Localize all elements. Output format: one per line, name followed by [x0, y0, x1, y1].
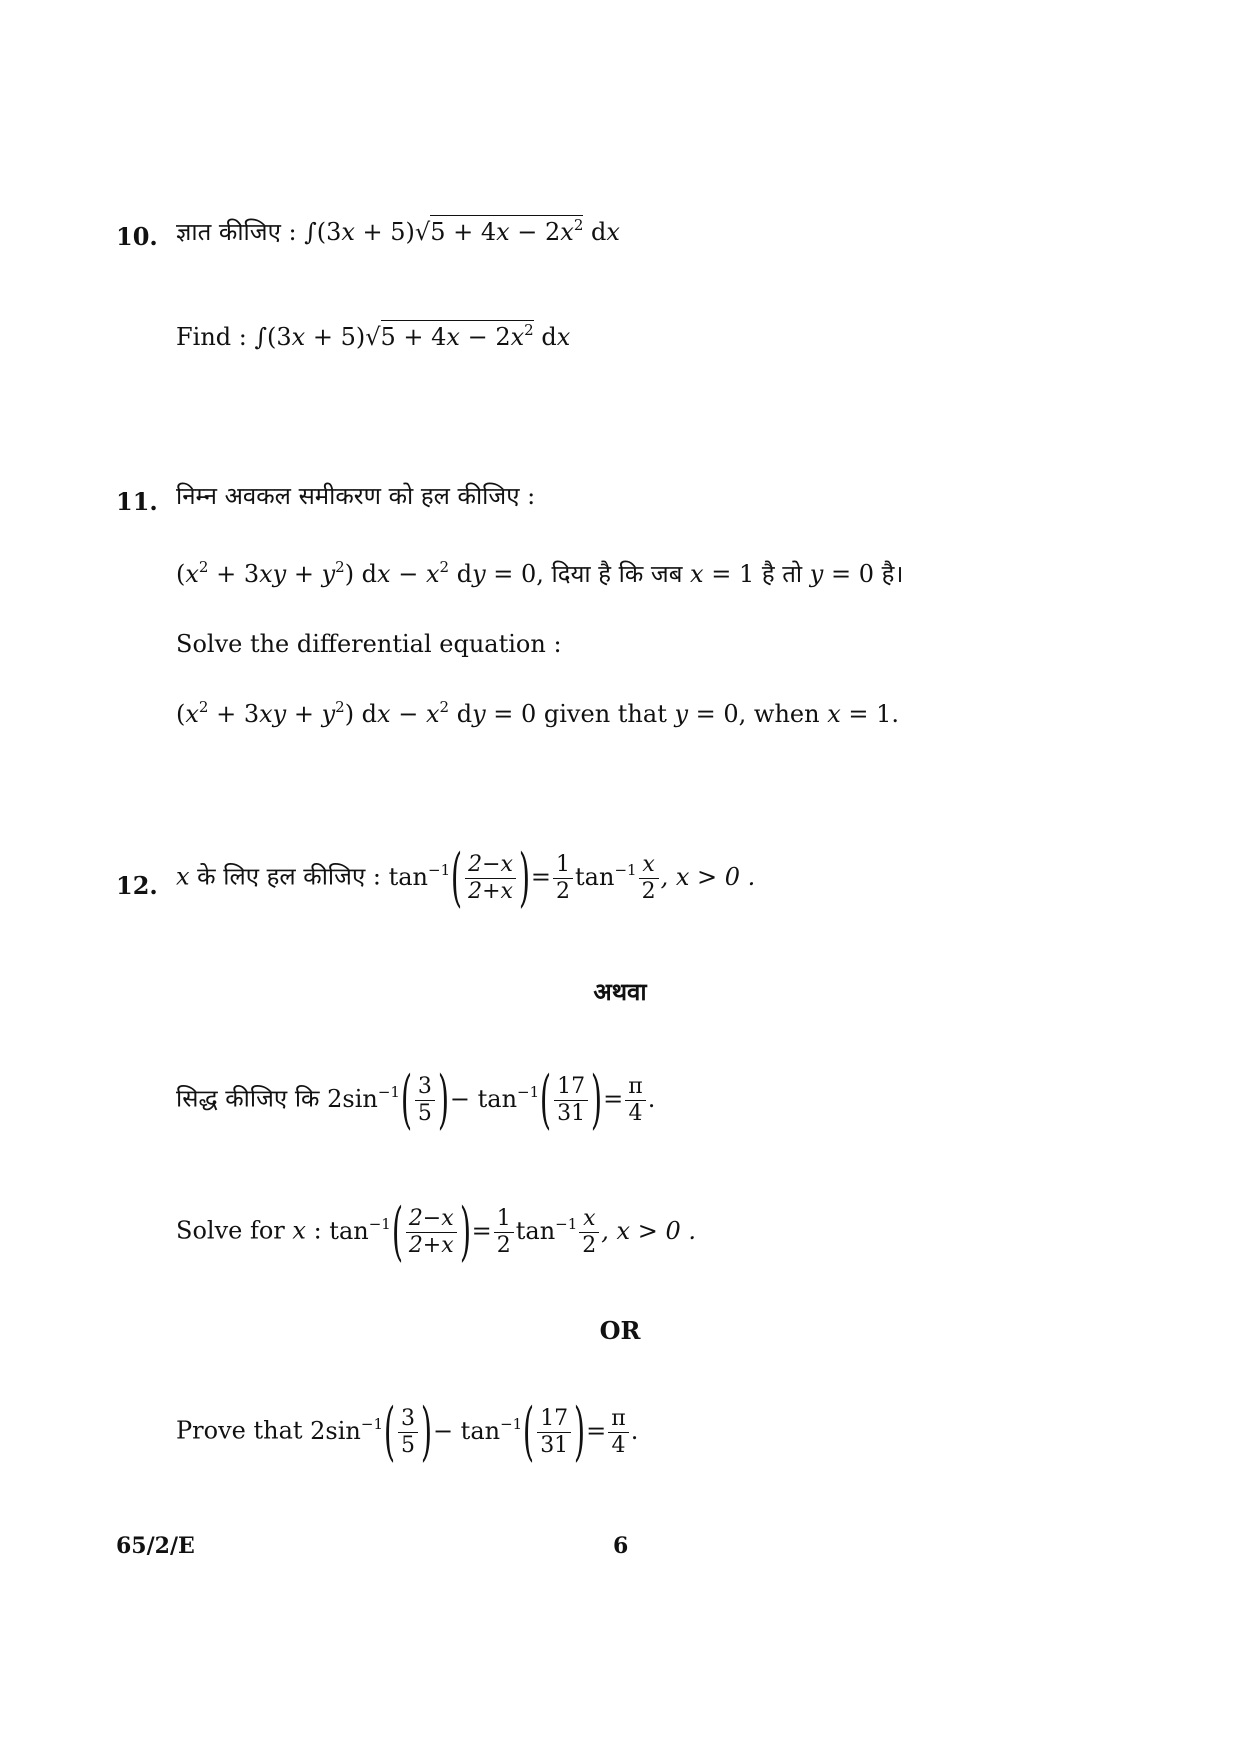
exponent: 2	[439, 558, 450, 576]
eq-plus1: + 3	[208, 560, 260, 588]
hindi-cond-c: है।	[873, 560, 904, 588]
question-number-11: 11.	[116, 487, 158, 516]
inverse-exp: −1	[500, 1414, 523, 1433]
prove-english-prompt: Prove that	[176, 1416, 303, 1445]
q12-english-prompt-b: :	[305, 1216, 322, 1245]
paren-close: )	[420, 1395, 433, 1469]
fraction	[398, 1406, 418, 1458]
eq-zero: = 0	[485, 560, 537, 588]
paren-open: (	[540, 1063, 552, 1137]
minus-tan: − tan	[432, 1416, 501, 1445]
fraction	[625, 1074, 645, 1126]
inverse-exp: −1	[377, 1082, 400, 1101]
frac-den: 2	[582, 1232, 597, 1258]
tan-fn: tan	[388, 862, 428, 891]
page-number: 6	[613, 1533, 629, 1559]
var-y: y	[472, 700, 486, 728]
var-y: y	[472, 560, 486, 588]
frac-num: x	[639, 852, 659, 878]
frac-den: 5	[400, 1432, 415, 1458]
var-x: x	[425, 700, 440, 728]
eng-cond-eq1: = 1.	[840, 700, 900, 728]
paren-close: )	[591, 1063, 603, 1137]
var-y: y	[809, 560, 824, 588]
q11-english-prompt: Solve the differential equation :	[176, 630, 562, 658]
eq-minus: −	[390, 560, 426, 588]
inverse-exp: −1	[614, 860, 637, 879]
question-number-10: 10.	[116, 222, 158, 251]
eq-open: (	[176, 560, 186, 588]
var-x: x	[606, 218, 620, 246]
var-x: x	[377, 700, 391, 728]
var-xy: xy	[259, 700, 287, 728]
frac-den: 2	[496, 1232, 511, 1258]
question-number-12: 12.	[116, 871, 158, 900]
paper-code: 65/2/E	[116, 1533, 195, 1559]
hindi-cond-eq0: = 0	[823, 560, 874, 588]
period: .	[630, 1416, 639, 1445]
frac-num: 2−x	[465, 852, 516, 878]
equals: =	[603, 1084, 624, 1113]
paren-close: )	[574, 1395, 586, 1469]
fraction	[537, 1406, 571, 1458]
radicand	[430, 215, 583, 246]
exponent: 2	[335, 698, 345, 716]
prove-hindi-prompt: सिद्ध कीजिए कि	[176, 1084, 320, 1113]
integral-prefix: ∫(3	[254, 323, 292, 351]
exponent: 2	[198, 698, 209, 716]
exponent: 2	[439, 698, 450, 716]
var-x: x	[690, 560, 704, 588]
q10-hindi-line	[176, 216, 620, 246]
q10-english-prompt: Find :	[176, 323, 247, 351]
var-x: x	[292, 1216, 306, 1245]
q11-english-equation-line	[176, 698, 900, 728]
var-x: x	[510, 323, 525, 351]
dx-d: d	[533, 323, 557, 351]
radicand-a: 5 + 4	[430, 218, 497, 246]
eng-cond-a: given that	[536, 700, 675, 728]
frac-den: 4	[611, 1432, 626, 1458]
equals: =	[471, 1216, 492, 1245]
inverse-exp: −1	[555, 1214, 578, 1233]
tan-fn: tan	[329, 1216, 369, 1245]
eq-plus1: + 3	[208, 700, 260, 728]
var-x: x	[560, 218, 574, 246]
radicand-b: − 2	[509, 218, 561, 246]
var-x: x	[176, 862, 190, 891]
frac-den: 5	[417, 1100, 432, 1126]
period: .	[647, 1084, 656, 1113]
fraction	[406, 1206, 457, 1258]
or-hindi: अथवा	[593, 977, 647, 1006]
radicand-b: − 2	[459, 323, 511, 351]
q12-hindi-prompt: के लिए हल कीजिए :	[189, 862, 381, 891]
paren-open: (	[450, 841, 463, 915]
var-xy: xy	[259, 560, 287, 588]
paren-close: )	[437, 1063, 450, 1137]
minus-tan: − tan	[449, 1084, 518, 1113]
paren-open: (	[400, 1063, 413, 1137]
frac-num: 3	[398, 1406, 418, 1432]
inverse-exp: −1	[517, 1082, 540, 1101]
frac-num: 2−x	[406, 1206, 457, 1232]
fraction	[494, 1206, 514, 1258]
q12-hindi-line	[176, 841, 756, 915]
q10-integral-english	[255, 320, 571, 351]
frac-den: 2+x	[468, 878, 513, 904]
q10-english-line	[176, 321, 571, 351]
frac-num: 1	[553, 852, 573, 878]
exponent: 2	[335, 558, 345, 576]
prove-equation-english	[310, 1395, 639, 1469]
inverse-exp: −1	[360, 1414, 383, 1433]
paren-open: (	[523, 1395, 535, 1469]
sqrt-icon: √	[365, 323, 381, 351]
var-x: x	[827, 700, 841, 728]
paren-close: )	[459, 1195, 471, 1269]
eq-plus2: +	[286, 700, 322, 728]
sqrt-icon: √	[414, 218, 431, 246]
sin-fn: 2sin	[310, 1416, 361, 1445]
var-x: x	[185, 560, 199, 588]
var-x: x	[291, 323, 306, 351]
q12-prove-hindi-line	[176, 1063, 656, 1137]
hindi-cond-eq1: = 1	[703, 560, 755, 588]
tan-fn: tan	[515, 1216, 556, 1245]
var-x: x	[446, 323, 460, 351]
var-x: x	[185, 700, 199, 728]
radicand	[381, 320, 534, 351]
tan-fn: tan	[575, 862, 615, 891]
or-english: OR	[599, 1316, 641, 1345]
frac-num: 1	[494, 1206, 514, 1232]
frac-num: 3	[415, 1074, 435, 1100]
equals: =	[586, 1416, 607, 1445]
var-x: x	[425, 560, 440, 588]
eq-dy: d	[449, 560, 473, 588]
var-y: y	[321, 560, 336, 588]
q11-hindi-prompt: निम्न अवकल समीकरण को हल कीजिए :	[176, 482, 536, 510]
frac-num: π	[625, 1074, 645, 1100]
frac-den: 31	[540, 1432, 569, 1458]
eq-close-dx: ) d	[344, 560, 378, 588]
prove-equation-hindi	[327, 1063, 656, 1137]
q12-tan-equation-hindi	[388, 841, 756, 915]
integral-prefix: ∫(3	[304, 218, 342, 246]
fraction	[553, 852, 573, 904]
eq-zero: = 0	[485, 700, 537, 728]
exponent: 2	[198, 558, 209, 576]
paren-open: (	[391, 1195, 403, 1269]
eq-close-dx: ) d	[344, 700, 378, 728]
var-y: y	[674, 700, 689, 728]
var-x: x	[341, 218, 355, 246]
frac-den: 2	[641, 878, 656, 904]
var-y: y	[321, 700, 336, 728]
eq-open: (	[176, 700, 186, 728]
paren-close: )	[518, 841, 531, 915]
exponent: 2	[573, 216, 584, 234]
hindi-cond-a: , दिया है कि जब	[536, 560, 691, 588]
frac-den: 4	[628, 1100, 643, 1126]
frac-den: 2+x	[408, 1232, 454, 1258]
equals: =	[530, 862, 552, 891]
condition: , x > 0 .	[601, 1216, 696, 1245]
fraction	[554, 1074, 588, 1126]
frac-num: x	[579, 1206, 599, 1232]
q12-english-line	[176, 1195, 696, 1269]
q10-hindi-prompt: ज्ञात कीजिए :	[176, 218, 297, 246]
eng-cond-eq0: = 0, when	[688, 700, 828, 728]
var-x: x	[377, 560, 391, 588]
paren-open: (	[383, 1395, 396, 1469]
fraction	[415, 1074, 435, 1126]
var-x: x	[496, 218, 510, 246]
q11-hindi-equation-line	[176, 558, 904, 588]
integral-mid: + 5)	[354, 218, 415, 246]
frac-den: 31	[557, 1100, 586, 1126]
q10-integral-hindi	[304, 215, 620, 246]
fraction	[608, 1406, 628, 1458]
fraction	[639, 852, 659, 904]
q12-tan-equation-english	[329, 1195, 696, 1269]
condition: , x > 0 .	[660, 862, 756, 891]
eq-minus: −	[390, 700, 426, 728]
inverse-exp: −1	[368, 1214, 391, 1233]
frac-num: π	[608, 1406, 628, 1432]
hindi-cond-b: है तो	[754, 560, 810, 588]
var-x: x	[556, 323, 571, 351]
eq-dy: d	[449, 700, 473, 728]
frac-num: 17	[554, 1074, 588, 1100]
sin-fn: 2sin	[327, 1084, 378, 1113]
exponent: 2	[524, 321, 534, 339]
dx-d: d	[583, 218, 607, 246]
integral-mid: + 5)	[305, 323, 366, 351]
q12-english-prompt-a: Solve for	[176, 1216, 293, 1245]
inverse-exp: −1	[428, 860, 451, 879]
fraction	[465, 852, 516, 904]
q12-prove-english-line	[176, 1395, 639, 1469]
eq-plus2: +	[286, 560, 322, 588]
frac-den: 2	[556, 878, 571, 904]
fraction	[579, 1206, 599, 1258]
radicand-a: 5 + 4	[380, 323, 447, 351]
frac-num: 17	[537, 1406, 571, 1432]
